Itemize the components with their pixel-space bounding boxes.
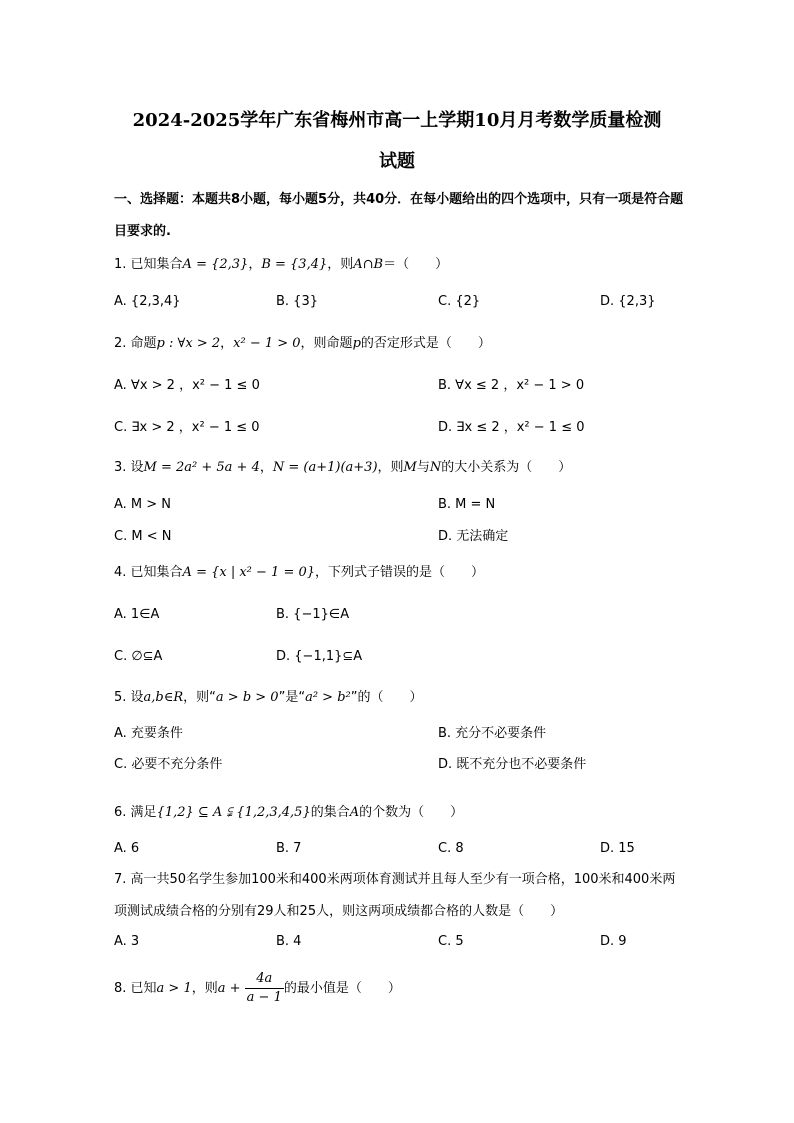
q8-numerator: 4a (245, 970, 284, 989)
q6-a: A (349, 805, 360, 820)
q2-option-b: B. ∀x ≤ 2 ，x² − 1 > 0 (438, 378, 585, 393)
q6-option-b: B. 7 (276, 841, 302, 856)
q1-option-a: A. {2,3,4} (114, 294, 181, 309)
q3-n-expr: N = (a+1)(a+3) (272, 460, 378, 475)
q1-option-d: D. {2,3} (600, 294, 656, 309)
q5-option-b: B. 充分不必要条件 (438, 726, 547, 741)
section-heading: 一、选择题：本题共8小题，每小题5分，共40分．在每小题给出的四个选项中，只有一项是符合题目要求的. (114, 192, 684, 239)
q6-stem: 6. 满足 (114, 805, 157, 820)
q1-option-b: B. {3} (276, 294, 318, 309)
question-4 (114, 563, 694, 583)
q2-prop: p : ∀x > 2 (156, 336, 221, 351)
q6-mid: 的集合 (310, 805, 350, 820)
question-8 (114, 970, 694, 1008)
q6-option-a: A. 6 (114, 841, 140, 856)
page-title-line2: 试题 (379, 151, 415, 172)
q4-option-d: D. {−1,1}⊆A (276, 649, 363, 664)
q3-option-d: D. 无法确定 (438, 529, 509, 544)
q5-option-a: A. 充要条件 (114, 726, 183, 741)
q7-option-a: A. 3 (114, 934, 140, 949)
q8-stem: 8. 已知 (114, 981, 157, 996)
q2-tail: 的否定形式是（ ） (360, 336, 491, 351)
q5-tail: ”的（ ） (350, 690, 423, 705)
q6-tail: 的个数为（ ） (359, 805, 464, 820)
question-5 (114, 688, 694, 708)
q3-option-b: B. M = N (438, 497, 496, 512)
q5-vars: a,b∈R (143, 690, 184, 705)
q8-mid: ，则 (191, 981, 218, 996)
q1-set-a: A = {2,3} (182, 257, 249, 272)
q2-expr: x² − 1 > 0 (233, 336, 301, 351)
q8-fraction (245, 970, 284, 1007)
q7-option-b: B. 4 (276, 934, 302, 949)
q3-m-expr: M = 2a² + 5a + 4 (143, 460, 260, 475)
q3-tail: 的大小关系为（ ） (441, 460, 572, 475)
q3-stem-post: ，则 (377, 460, 404, 475)
q1-stem: 1. 已知集合 (114, 257, 183, 272)
q4-option-b: B. {−1}∈A (276, 607, 350, 622)
q5-stem: 5. 设 (114, 690, 144, 705)
q5-mid1: ，则“ (183, 690, 216, 705)
q4-set: A = {x | x² − 1 = 0} (182, 565, 316, 580)
q2-option-a: A. ∀x > 2 ，x² − 1 ≤ 0 (114, 378, 260, 393)
q2-option-d: D. ∃x ≤ 2 ，x² − 1 ≤ 0 (438, 420, 585, 435)
q1-tail: ＝（ ） (383, 257, 449, 272)
q8-denominator: a − 1 (246, 990, 282, 1005)
question-6 (114, 803, 694, 823)
q5-option-c: C. 必要不充分条件 (114, 757, 223, 772)
question-7: 7. 高一共50名学生参加100米和400米两项体育测试并且每人至少有一项合格，100米和400米两项测试成绩合格的分别有29人和25人，则这两项成绩都合格的人数是（ ） (114, 872, 676, 919)
q1-expr: A∩B (353, 257, 384, 272)
q4-option-a: A. 1∈A (114, 607, 160, 622)
q7-option-d: D. 9 (600, 934, 627, 949)
q3-and: 与 (416, 460, 430, 475)
q1-option-c: C. {2} (438, 294, 481, 309)
q5-option-d: D. 既不充分也不必要条件 (438, 757, 587, 772)
q2-p: p (352, 336, 361, 351)
q1-stem-post: ，则 (327, 257, 354, 272)
q4-tail: ，下列式子错误的是（ ） (315, 565, 485, 580)
page-title: 2024-2025学年广东省梅州市高一上学期10月月考数学质量检测 (132, 110, 662, 131)
q6-option-d: D. 15 (600, 841, 635, 856)
q3-option-a: A. M > N (114, 497, 172, 512)
q5-cond2: a² > b² (305, 690, 351, 705)
question-2 (114, 334, 694, 354)
q5-mid2: ”是“ (278, 690, 306, 705)
q8-cond: a > 1 (156, 981, 192, 996)
q1-sep: ， (248, 257, 262, 272)
q3-n: N (429, 460, 442, 475)
q2-stem: 2. 命题 (114, 336, 157, 351)
q6-option-c: C. 8 (438, 841, 464, 856)
q3-stem: 3. 设 (114, 460, 144, 475)
q3-m: M (403, 460, 417, 475)
q8-expr: a + (217, 981, 241, 996)
q3-option-c: C. M < N (114, 529, 172, 544)
q3-sep: ， (259, 460, 273, 475)
q2-option-c: C. ∃x > 2 ，x² − 1 ≤ 0 (114, 420, 260, 435)
q2-stem-post: ，则命题 (300, 336, 353, 351)
q1-set-b: B = {3,4} (261, 257, 328, 272)
q8-tail: 的最小值是（ ） (283, 981, 401, 996)
question-3 (114, 458, 694, 478)
q4-stem: 4. 已知集合 (114, 565, 183, 580)
question-1 (114, 255, 694, 275)
q2-sep: ， (220, 336, 234, 351)
q5-cond1: a > b > 0 (215, 690, 279, 705)
q4-option-c: C. ∅⊆A (114, 649, 163, 664)
q6-relation: {1,2} ⊆ A ⫋ {1,2,3,4,5} (156, 805, 311, 820)
q7-option-c: C. 5 (438, 934, 464, 949)
